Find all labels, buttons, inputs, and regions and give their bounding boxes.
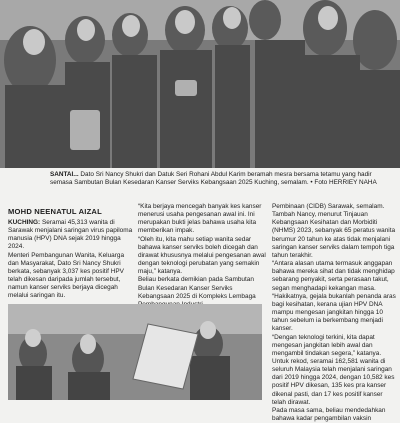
article-column-2 bbox=[138, 203, 266, 309]
top-photo bbox=[0, 0, 400, 168]
paragraph: Pada masa sama, beliau mendedahkan bahawa kadar pengambilan vaksin bbox=[272, 406, 386, 423]
bottom-photo bbox=[8, 304, 262, 400]
paragraph: “Antara alasan utama termasuk anggapan bahawa mereka sihat dan tidak menghidap sebarang penyakit, serta perasaan takut, segan menghadapi kekangan masa. bbox=[272, 260, 395, 292]
caption-lead: SANTAI... bbox=[50, 171, 79, 178]
paragraph: Pembinaan (CIDB) Sarawak, semalam. bbox=[272, 203, 385, 210]
article-column-1 bbox=[8, 219, 134, 301]
paragraph: Beliau berkata demikian pada Sambutan Bulan Kesedaran Kanser Serviks Kebangsaan 2025 di Kompleks Lembaga bbox=[138, 276, 256, 300]
paragraph: “Dengan teknologi terkini, kita dapat mengesan jangkitan lebih awal dan mengambil tindakan segera,” katanya. bbox=[272, 333, 382, 357]
paragraph: Menteri Pembangunan Wanita, Keluarga dan Masyarakat, Dato Sri Nancy Shukri berkata, sebanyak 3,037 kes positif HPV telah dikesan daripada jumlah tersebut, namun kanser serviks berjaya dicegah melalui saringan itu. bbox=[8, 251, 125, 300]
paragraph: “Hakikatnya, gejala bukanlah penanda aras bagi kesihatan, kerana ujian HPV DNA mampu mengesan jangkitan hingga 10 tahun sebelum ia berkembang menjadi kanser. bbox=[272, 292, 396, 333]
paragraph: KUCHING: Seramai 45,313 wanita di Sarawak menjalani saringan virus papiloma manusia (HPV) DNA sejak 2019 hingga 2024. bbox=[8, 219, 133, 251]
article-column-3 bbox=[272, 203, 396, 423]
byline: MOHD NEENATUL AIZAL bbox=[8, 207, 102, 216]
paragraph: Untuk rekod, seramai 162,581 wanita di seluruh Malaysia telah menjalani saringan dari 2019 hingga 2024, dengan 10,582 kes positif HPV dikesan, 135 kes pra kanser dikenal pasti, dan 17 kes positif kanser telah dirawat. bbox=[272, 357, 395, 406]
dateline: KUCHING: bbox=[8, 219, 41, 226]
paragraph: “Oleh itu, kita mahu setiap wanita sedar bahawa kanser serviks boleh dicegah dan dirawat khususnya melalui pengesanan awal dengan teknologi perubatan yang semakin maju,” katanya. bbox=[138, 235, 266, 276]
ceremony-photo-illustration bbox=[8, 304, 262, 400]
photo-caption bbox=[50, 171, 380, 195]
paragraph: “Kita berjaya mencegah banyak kes kanser menerusi usaha pengesanan awal ini. Ini merupakan bukti jelas bahawa usaha kita memberikan impak. bbox=[138, 203, 262, 235]
paragraph: Tambah Nancy, menurut Tinjauan Kebangsaan Kesihatan dan Morbiditi (NHMS) 2023, sebanyak 65 peratus wanita berumur 20 tahun ke atas tidak menjalani saringan kanser serviks dalam tempoh tiga tahun terakhir. bbox=[272, 211, 396, 259]
caption-text: Dato Sri Nancy Shukri dan Datuk Seri Rohani Abdul Karim beramah mesra bersama tetamu yang hadir semasa Sambutan Bulan Kesedaran Kanser Serviks Kebangsaan 2025 Kuching, semalam. • Foto HERRIEY NAHA bbox=[50, 171, 377, 187]
group-photo-illustration bbox=[0, 0, 400, 168]
